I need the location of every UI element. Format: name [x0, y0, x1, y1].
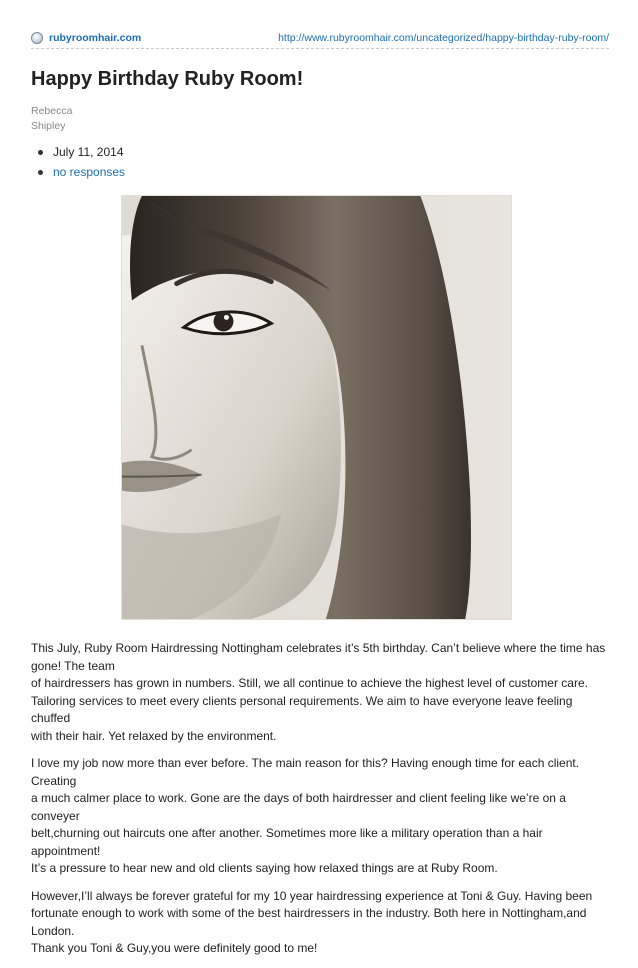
paragraph-line: fortunate enough to work with some of the best hairdressers in the industry. Both here in Nottingham,and London. — [31, 906, 587, 938]
author-last-name: Shipley — [31, 120, 66, 132]
post-date-item — [38, 142, 125, 162]
paragraph-line: I love my job now more than ever before. The main reason for this? Having enough time for each client. Creating — [31, 756, 580, 788]
paragraph-line: of hairdressers has grown in numbers. Still, we all continue to achieve the highest level of customer care. — [31, 676, 588, 690]
post-date: July 11, 2014 — [53, 145, 124, 159]
paragraph-line: Thank you Toni & Guy,you were definitely good to me! — [31, 941, 318, 955]
paragraph-line: Tailoring services to meet every clients personal requirements. We aim to have everyone leave feeling chuffed — [31, 693, 573, 725]
paragraph-line: However,I’ll always be forever grateful for my 10 year hairdressing experience at Toni & Guy. Having been — [31, 888, 593, 903]
post-meta-list — [38, 142, 125, 182]
page-header — [31, 28, 609, 48]
author-first-name: Rebecca — [31, 105, 73, 117]
site-branding — [31, 32, 141, 44]
post-author — [31, 104, 111, 134]
post-paragraph — [31, 888, 609, 958]
bullet-icon — [38, 150, 43, 155]
portrait-photo — [122, 196, 511, 619]
paragraph-line: It’s a pressure to hear new and old clients saying how relaxed things are at Ruby Room. — [31, 861, 498, 875]
paragraph-line: gone! The team — [31, 658, 115, 673]
post-body — [31, 640, 609, 968]
post-title: Happy Birthday Ruby Room! — [31, 68, 304, 90]
bullet-icon — [38, 170, 43, 175]
post-responses-item — [38, 162, 125, 182]
paragraph-line: This July, Ruby Room Hairdressing Nottingham celebrates it’s 5th birthday. Can’t believe where the time has — [31, 641, 606, 655]
paragraph-line: a much calmer place to work. Gone are the days of both hairdresser and client feeling like we’re on a conveyer — [31, 791, 566, 823]
header-divider — [31, 48, 609, 49]
globe-icon — [31, 32, 43, 44]
paragraph-line: with their hair. Yet relaxed by the environment. — [31, 728, 277, 743]
responses-link[interactable]: no responses — [53, 165, 126, 179]
paragraph-line: belt,churning out haircuts one after another. Sometimes more like a military operation than a hair appointment! — [31, 826, 543, 858]
post-paragraph — [31, 640, 609, 745]
site-name-link[interactable]: rubyroomhair.com — [49, 32, 142, 44]
page-url-link[interactable]: http://www.rubyroomhair.com/uncategorized/happy-birthday-ruby-room/ — [278, 32, 609, 44]
post-photo — [121, 195, 512, 620]
post-paragraph — [31, 755, 609, 878]
